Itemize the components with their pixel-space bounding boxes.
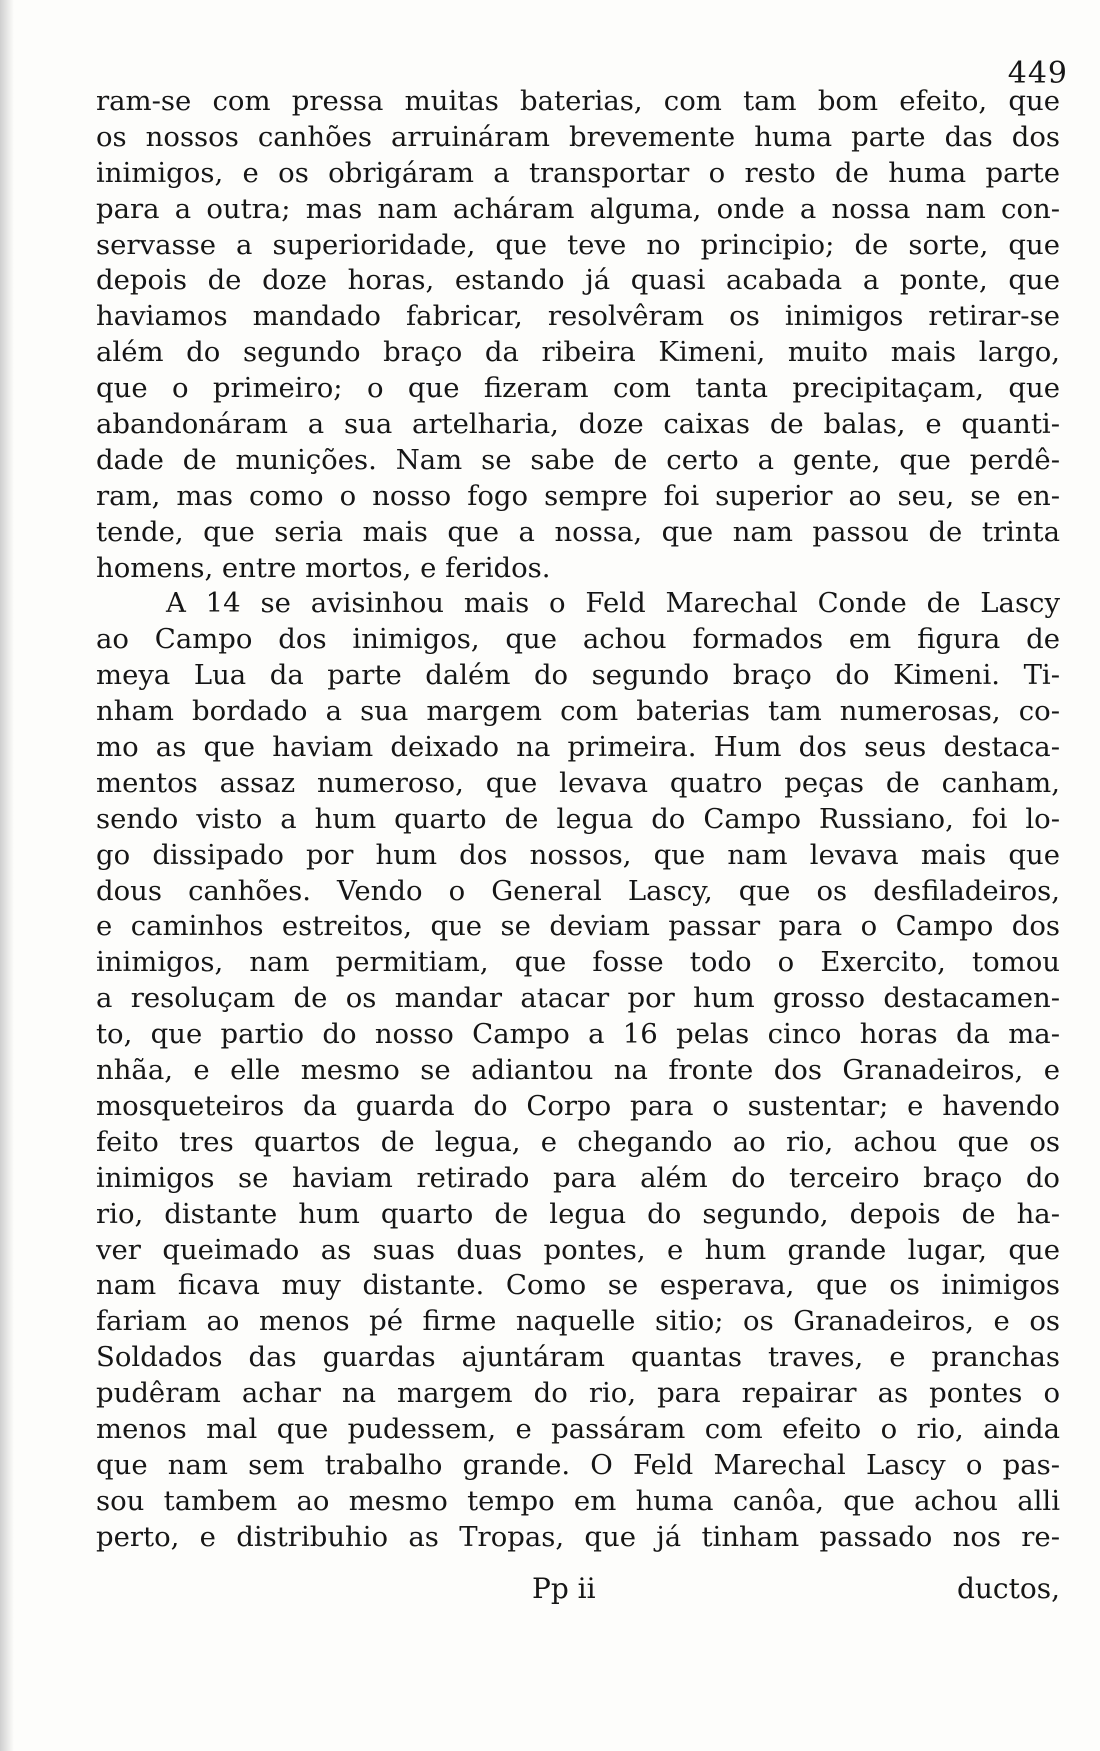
- paragraph-start-line: A 14 se avisinhou mais o Feld Marechal Conde de Lascy: [166, 587, 1060, 620]
- signature-mark: Pp ii: [532, 1572, 596, 1605]
- text-line: dous canhões. Vendo o General Lascy, que os desfiladeiros,: [96, 874, 1060, 907]
- text-line: haviamos mandado fabricar, resolvêram os inimigos retirar-se: [96, 300, 1060, 333]
- text-line: go dissipado por hum dos nossos, que nam levava mais que: [96, 838, 1060, 871]
- text-line: mo as que haviam deixado na primeira. Hum dos seus destaca-: [96, 731, 1060, 764]
- text-line: servasse a superioridade, que teve no principio; de sorte, que: [96, 228, 1060, 261]
- page-footer: [96, 1572, 1060, 1612]
- page-number: 449: [1007, 56, 1068, 91]
- text-line: ver queimado as suas duas pontes, e hum grande lugar, que: [96, 1233, 1060, 1266]
- text-line: para a outra; mas nam acháram alguma, onde a nossa nam con-: [96, 192, 1060, 225]
- text-line: nam ficava muy distante. Como se esperava, que os inimigos: [96, 1269, 1060, 1302]
- text-line: que nam sem trabalho grande. O Feld Marechal Lascy o pas-: [96, 1448, 1060, 1481]
- text-line: pudêram achar na margem do rio, para repairar as pontes o: [96, 1377, 1060, 1410]
- text-line: sou tambem ao mesmo tempo em huma canôa, que achou alli: [96, 1484, 1060, 1517]
- text-line: dade de munições. Nam se sabe de certo a gente, que perdê-: [96, 443, 1060, 476]
- text-line: inimigos, nam permitiam, que fosse todo o Exercito, tomou: [96, 946, 1060, 979]
- text-line: ram, mas como o nosso fogo sempre foi superior ao seu, se en-: [96, 479, 1060, 512]
- page-gutter-shadow: [0, 0, 14, 1751]
- text-line: feito tres quartos de legua, e chegando ao rio, achou que os: [96, 1125, 1060, 1158]
- text-line: Soldados das guardas ajuntáram quantas traves, e pranchas: [96, 1341, 1060, 1374]
- text-line: menos mal que pudessem, e passáram com efeito o rio, ainda: [96, 1412, 1060, 1445]
- text-line: e caminhos estreitos, que se deviam passar para o Campo dos: [96, 910, 1060, 943]
- text-line: nhãa, e elle mesmo se adiantou na fronte dos Granadeiros, e: [96, 1054, 1060, 1087]
- text-line: a resoluçam de os mandar atacar por hum grosso destacamen-: [96, 982, 1060, 1015]
- text-line: inimigos se haviam retirado para além do terceiro braço do: [96, 1161, 1060, 1194]
- text-line: perto, e distribuhio as Tropas, que já tinham passado nos re-: [96, 1520, 1060, 1553]
- text-line: mosqueteiros da guarda do Corpo para o sustentar; e havendo: [96, 1089, 1060, 1122]
- text-line: nham bordado a sua margem com baterias tam numerosas, co-: [96, 695, 1060, 728]
- text-line: fariam ao menos pé firme naquelle sitio; os Granadeiros, e os: [96, 1305, 1060, 1338]
- catchword: ductos,: [956, 1572, 1060, 1605]
- text-line: rio, distante hum quarto de legua do segundo, depois de ha-: [96, 1197, 1060, 1230]
- text-line: to, que partio do nosso Campo a 16 pelas cinco horas da ma-: [96, 1018, 1060, 1051]
- text-line: tende, que seria mais que a nossa, que nam passou de trinta: [96, 515, 1060, 548]
- text-line: meya Lua da parte dalém do segundo braço do Kimeni. Ti-: [96, 659, 1060, 692]
- text-line: ao Campo dos inimigos, que achou formados em figura de: [96, 623, 1060, 656]
- paragraph-end-line: homens, entre mortos, e feridos.: [96, 551, 551, 584]
- body-text: [96, 84, 1060, 1556]
- text-line: inimigos, e os obrigáram a transportar o resto de huma parte: [96, 156, 1060, 189]
- text-line: mentos assaz numeroso, que levava quatro peças de canham,: [96, 766, 1060, 799]
- text-line: depois de doze horas, estando já quasi acabada a ponte, que: [96, 264, 1060, 297]
- text-line: que o primeiro; o que fizeram com tanta precipitaçam, que: [96, 372, 1060, 405]
- text-line: sendo visto a hum quarto de legua do Campo Russiano, foi lo-: [96, 802, 1060, 835]
- text-line: abandonáram a sua artelharia, doze caixas de balas, e quanti-: [96, 408, 1060, 441]
- text-line: ram-se com pressa muitas baterias, com tam bom efeito, que: [96, 85, 1060, 117]
- text-line: os nossos canhões arruináram brevemente huma parte das dos: [96, 120, 1060, 153]
- text-line: além do segundo braço da ribeira Kimeni, muito mais largo,: [96, 336, 1060, 369]
